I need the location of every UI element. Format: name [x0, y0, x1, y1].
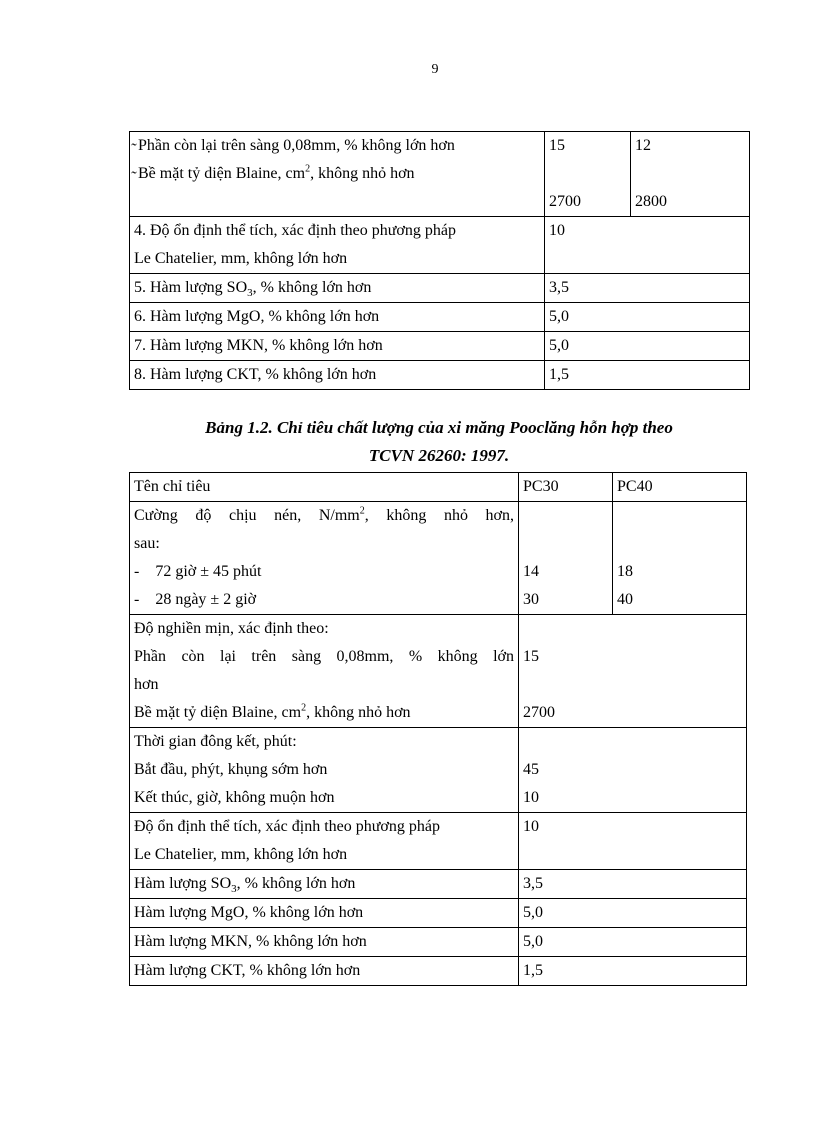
value-cell [545, 361, 750, 390]
strength-item-28d: - 28 ngày ± 2 giờ [134, 591, 257, 608]
so3-2-label [134, 870, 514, 898]
strength-pc30-72h: 14 [523, 563, 539, 580]
ckt-2-label: Hàm lượng CKT, % không lớn hơn [134, 962, 361, 979]
so3-2-label-tail: , % không lớn hơn [236, 875, 356, 892]
pc30-cell [519, 502, 613, 615]
so3-label-tail: , % không lớn hơn [252, 279, 372, 296]
mgo-2-label: Hàm lượng MgO, % không lớn hơn [134, 904, 364, 921]
setting-final-value: 10 [523, 789, 539, 806]
criteria-cell [130, 870, 519, 899]
blaine-label [134, 160, 540, 188]
table-caption-line1: Bảng 1.2. Chỉ tiêu chất lượng của xi măng Pooclăng hỗn hợp theo [205, 418, 673, 437]
pc40-cell [613, 502, 747, 615]
pc30-cell [545, 132, 631, 217]
setting-heading: Thời gian đông kết, phút: [134, 733, 297, 750]
strength-item-72h: - 72 giờ ± 45 phút [134, 563, 262, 580]
mkn-2-label: Hàm lượng MKN, % không lớn hơn [134, 933, 367, 950]
ckt-2-value: 1,5 [523, 962, 543, 979]
so3-2-label-text: Hàm lượng SO [134, 875, 232, 892]
fineness-residue-value: 15 [523, 648, 539, 665]
so3-2-value: 3,5 [523, 875, 543, 892]
fineness-residue-line1: Phần còn lại trên sàng 0,08mm, % không lớn [134, 648, 514, 665]
so3-label [134, 274, 540, 302]
column-header-criteria [130, 473, 519, 502]
column-header-pc40 [613, 473, 747, 502]
mkn-2-value: 5,0 [523, 933, 543, 950]
header-pc40-text: PC40 [617, 478, 653, 495]
fineness-blaine-sup: 2 [301, 702, 307, 714]
mgo-2-value: 5,0 [523, 904, 543, 921]
pc40-cell [631, 132, 750, 217]
mkn-label: 7. Hàm lượng MKN, % không lớn hơn [134, 337, 383, 354]
setting-initial-value: 45 [523, 761, 539, 778]
criteria-cell [130, 813, 519, 870]
criteria-cell [130, 361, 545, 390]
ckt-label: 8. Hàm lượng CKT, % không lớn hơn [134, 366, 377, 383]
column-header-pc30 [519, 473, 613, 502]
criteria-cell [130, 217, 545, 274]
table-row [130, 928, 747, 957]
mgo-value: 5,0 [549, 308, 569, 325]
table-header-row [130, 473, 747, 502]
mgo-label: 6. Hàm lượng MgO, % không lớn hơn [134, 308, 380, 325]
fineness-heading: Độ nghiền mịn, xác định theo: [134, 620, 329, 637]
residue-pc40: 12 [635, 137, 651, 154]
residue-label: ̴ Phần còn lại trên sàng 0,08mm, % không lớn hơn [134, 137, 455, 154]
table-row [130, 332, 750, 361]
value-cell [545, 332, 750, 361]
value-cell [545, 217, 750, 274]
value-cell [519, 615, 747, 728]
header-criteria-text: Tên chỉ tiêu [134, 478, 211, 495]
page-number: 9 [431, 62, 439, 77]
strength-label-text: Cường độ chịu nén, N/mm [134, 507, 360, 524]
strength-pc40-28d: 40 [617, 591, 633, 608]
mkn-value: 5,0 [549, 337, 569, 354]
table-row [130, 615, 747, 728]
criteria-cell [130, 728, 519, 813]
ckt-value: 1,5 [549, 366, 569, 383]
criteria-cell [130, 502, 519, 615]
criteria-cell [130, 928, 519, 957]
residue-pc30: 15 [549, 137, 565, 154]
table-row [130, 361, 750, 390]
fineness-blaine-label [134, 699, 514, 727]
table-row [130, 899, 747, 928]
value-cell [545, 303, 750, 332]
soundness2-label-line1: Độ ổn định thể tích, xác định theo phương pháp [134, 818, 440, 835]
header-pc30-text: PC30 [523, 478, 559, 495]
soundness-label-line2: Le Chatelier, mm, không lớn hơn [134, 250, 348, 267]
table-row [130, 502, 747, 615]
setting-final-label: Kết thúc, giờ, không muộn hơn [134, 789, 335, 806]
fineness-blaine-text: Bề mặt tỷ diện Blaine, cm [134, 704, 302, 721]
table-row [130, 870, 747, 899]
fineness-residue-line2: hơn [134, 676, 159, 693]
table-caption-line2: TCVN 26260: 1997. [368, 446, 510, 465]
criteria-cell [130, 957, 519, 986]
blaine-label-text: ̴ Bề mặt tỷ diện Blaine, cm [134, 165, 306, 182]
table-row [130, 728, 747, 813]
strength-pc40-72h: 18 [617, 563, 633, 580]
soundness2-value: 10 [523, 818, 539, 835]
setting-initial-label: Bắt đầu, phýt, khụng sớm hơn [134, 761, 328, 778]
value-cell [519, 957, 747, 986]
fineness-blaine-tail: , không nhỏ hơn [306, 704, 411, 721]
value-cell [519, 928, 747, 957]
blaine-pc30: 2700 [549, 193, 581, 210]
strength-pc30-28d: 30 [523, 591, 539, 608]
criteria-cell [130, 332, 545, 361]
table-cement-criteria-continued [129, 131, 750, 390]
value-cell [545, 274, 750, 303]
strength-label-line1 [134, 502, 514, 530]
fineness-blaine-value: 2700 [523, 704, 555, 721]
blaine-pc40: 2800 [635, 193, 667, 210]
criteria-cell [130, 303, 545, 332]
blaine-label-tail: , không nhỏ hơn [310, 165, 415, 182]
so3-2-sub: 3 [231, 883, 237, 896]
table-row [130, 303, 750, 332]
strength-label-line2: sau: [134, 535, 160, 552]
so3-sub: 3 [247, 287, 253, 300]
soundness2-label-line2: Le Chatelier, mm, không lớn hơn [134, 846, 348, 863]
table-row [130, 217, 750, 274]
criteria-cell [130, 899, 519, 928]
criteria-cell [130, 132, 545, 217]
criteria-cell [130, 274, 545, 303]
table-row [130, 274, 750, 303]
value-cell [519, 813, 747, 870]
criteria-cell [130, 615, 519, 728]
value-cell [519, 870, 747, 899]
strength-label-tail: , không nhỏ hơn, [364, 507, 515, 524]
table-blended-cement-criteria [129, 472, 747, 986]
so3-value: 3,5 [549, 279, 569, 296]
table-row [130, 813, 747, 870]
soundness-value: 10 [549, 222, 565, 239]
so3-label-text: 5. Hàm lượng SO [134, 279, 248, 296]
strength-unit-sup: 2 [359, 505, 365, 517]
value-cell [519, 899, 747, 928]
table-row [130, 957, 747, 986]
blaine-unit-sup: 2 [305, 163, 311, 175]
soundness-label-line1: 4. Độ ổn định thể tích, xác định theo phương pháp [134, 222, 456, 239]
value-cell [519, 728, 747, 813]
table-row [130, 132, 750, 217]
